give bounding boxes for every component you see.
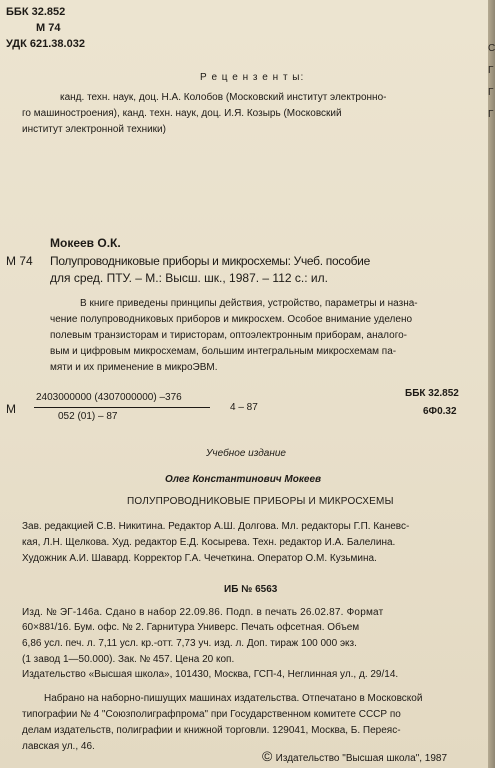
copyright-icon: © (262, 748, 273, 764)
reviewers-title: Р е ц е н з е н т ы: (200, 72, 305, 83)
imprint-line: (1 завод 1—50.000). Зак. № 457. Цена 20 коп. (22, 654, 235, 665)
annotation-line: вым и цифровым микросхемам, большим интегральным микросхемам па- (50, 346, 397, 357)
formula-m: М (6, 402, 16, 416)
classification-code: 6Ф0.32 (423, 406, 457, 417)
book-title: ПОЛУПРОВОДНИКОВЫЕ ПРИБОРЫ И МИКРОСХЕМЫ (127, 496, 394, 507)
annotation-line: чение полупроводниковых приборов и микросхем. Особое внимание уделено (50, 314, 413, 325)
imprint-line: Издательство «Высшая школа», 101430, Москва, ГСП-4, Неглинная ул., д. 29/14. (22, 669, 399, 680)
imprint-rest: /16. Бум. офс. № 2. Гарнитура Универс. Печать офсетная. Объем (54, 622, 360, 633)
printing-line: Набрано на наборно-пишущих машинах издательства. Отпечатано в Московской (44, 693, 423, 704)
bibliographic-title: Полупроводниковые приборы и микросхемы: Учеб. пособие (50, 254, 370, 268)
formula-numerator: 2403000000 (4307000000) –376 (36, 392, 182, 403)
format-fraction: 1 (50, 622, 55, 631)
imprint-line: 6,86 усл. печ. л. 7,11 усл. кр.-отт. 7,73 уч. изд. л. Доп. тираж 100 000 экз. (22, 638, 357, 649)
edge-glyph: Г (488, 65, 494, 76)
adjacent-page-text (488, 38, 495, 126)
reviewers-line: канд. техн. наук, доц. Н.А. Колобов (Московский институт электронно- (60, 92, 387, 103)
imprint-line: Изд. № ЭГ-146а. Сдано в набор 22.09.86. Подп. в печать 26.02.87. Формат (22, 607, 384, 618)
bbk-code: ББК 32.852 (6, 6, 66, 18)
bbk-code-bottom: ББК 32.852 (405, 388, 459, 399)
author-heading: Мокеев О.К. (50, 236, 121, 250)
formula-denominator: 052 (01) – 87 (58, 411, 118, 422)
bibliographic-title: для сред. ПТУ. – М.: Высш. шк., 1987. – 112 с.: ил. (50, 271, 328, 285)
editors-line: кая, Л.Н. Щелкова. Худ. редактор Е.Д. Косырева. Техн. редактор И.А. Балелина. (22, 537, 396, 548)
edge-glyph: С (488, 43, 495, 54)
reviewers-line: го машиностроения), канд. техн. наук, доц. И.Я. Козырь (Московский (22, 108, 342, 119)
imprint-line (22, 622, 359, 633)
format-size: 60×88 (22, 622, 51, 633)
edge-glyph: Г (488, 109, 494, 120)
author-full-name: Олег Константинович Мокеев (165, 474, 322, 485)
formula-suffix: 4 – 87 (230, 402, 258, 413)
copyright-line (262, 748, 447, 764)
annotation-line: полевым транзисторам и тиристорам, оптоэлектронным приборам, аналого- (50, 330, 408, 341)
copyright-text: Издательство "Высшая школа", 1987 (275, 753, 448, 764)
reviewers-line: институт электронной техники) (22, 124, 166, 135)
m-code: М 74 (36, 22, 61, 34)
udk-code: УДК 621.38.032 (6, 38, 85, 50)
annotation-line: мяти и их применение в микроЭВМ. (50, 362, 218, 373)
ib-number: ИБ № 6563 (224, 584, 278, 595)
printing-line: делам издательств, полиграфии и книжной торговли. 129041, Москва, Б. Переяс- (22, 725, 401, 736)
printing-line: типографии № 4 "Союзполиграфпрома" при Государственном комитете СССР по (22, 709, 401, 720)
adjacent-page-edge (488, 0, 495, 768)
edition-type: Учебное издание (206, 448, 286, 459)
fraction-line (34, 407, 210, 408)
catalog-code: М 74 (6, 254, 33, 268)
editors-line: Зав. редакцией С.В. Никитина. Редактор А.Ш. Долгова. Мл. редакторы Г.П. Каневс- (22, 521, 410, 532)
editors-line: Художник А.И. Шавард. Корректор Г.А. Чечеткина. Оператор О.М. Кузьмина. (22, 553, 377, 564)
printing-line: лавская ул., 46. (22, 741, 95, 752)
edge-glyph: Г (488, 87, 494, 98)
annotation-line: В книге приведены принципы действия, устройство, параметры и назна- (80, 298, 418, 309)
